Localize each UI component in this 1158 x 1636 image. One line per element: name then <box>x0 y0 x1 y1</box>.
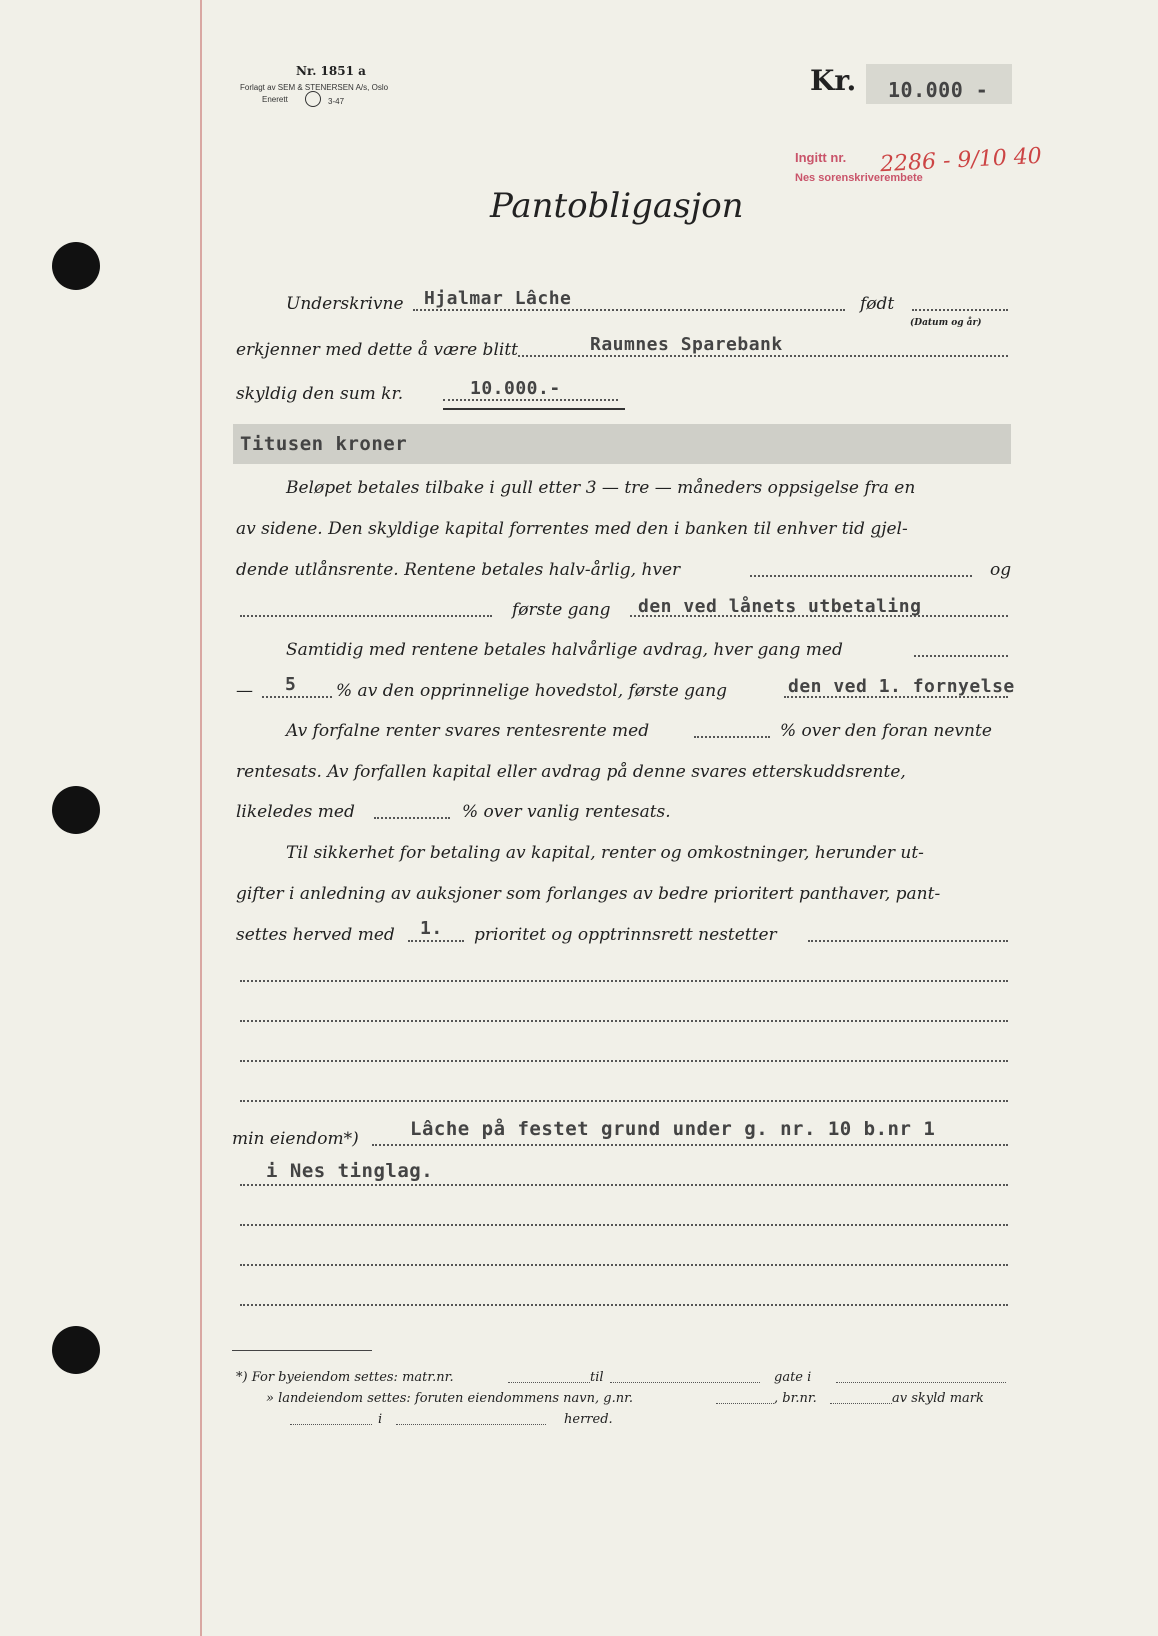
body-line-4: første gang <box>512 600 611 620</box>
fill-line <box>694 736 770 738</box>
fill-line <box>240 1264 1008 1266</box>
born-label: født <box>860 294 895 314</box>
fill-line <box>808 940 1008 942</box>
amount-value: 10.000 - <box>888 78 989 102</box>
publisher-line: Forlagt av SEM & STENERSEN A/s, Oslo <box>240 83 389 92</box>
fill-line <box>240 1304 1008 1306</box>
body-line-1: Beløpet betales tilbake i gull etter 3 — tre — måneders oppsigelse fra en <box>286 478 916 498</box>
punch-hole <box>52 786 100 834</box>
body-line-7a: Av forfalne renter svares rentesrente med <box>286 721 650 741</box>
stamp-handwritten: 2286 - 9/10 40 <box>879 143 1043 178</box>
footnote-3b: herred. <box>564 1412 613 1427</box>
stamp-line1: Ingitt nr. <box>795 150 847 165</box>
amount-label: Kr. <box>810 64 857 97</box>
footnote-2a: » landeiendom settes: foruten eiendommens navn, g.nr. <box>266 1391 633 1406</box>
acknowledges-label: erkjenner med dette å være blitt <box>236 340 518 360</box>
fill-line <box>914 655 1008 657</box>
publisher-enerett: Enerett <box>262 95 288 104</box>
body-line-5: Samtidig med rentene betales halvårlige avdrag, hver gang med <box>286 640 843 660</box>
body-line-3: dende utlånsrente. Rentene betales halv-årlig, hver <box>236 560 681 580</box>
fill-line <box>240 1060 1008 1062</box>
footnote-3a: i <box>378 1412 383 1427</box>
fill-line <box>240 1020 1008 1022</box>
stamp-line2: Nes sorenskriverembete <box>795 172 923 184</box>
punch-hole <box>52 242 100 290</box>
publisher-seal-icon <box>305 91 321 107</box>
body-line-12a: settes herved med <box>236 925 395 945</box>
fill-line <box>750 575 972 577</box>
priority-value: 1. <box>420 918 443 939</box>
fill-line <box>836 1382 1006 1383</box>
fill-line <box>443 399 618 401</box>
body-line-3-end: og <box>990 560 1012 580</box>
installment-percent: 5 <box>285 674 297 695</box>
fill-line <box>372 1144 1008 1146</box>
fill-line <box>240 615 492 617</box>
red-margin-line <box>200 0 202 1636</box>
property-line-1: Lâche på festet grund under g. nr. 10 b.nr 1 <box>410 1118 936 1140</box>
footnote-rule <box>232 1350 372 1351</box>
body-line-6-dash: — <box>236 681 253 701</box>
body-line-12b: prioritet og opptrinnsrett nestetter <box>474 925 777 945</box>
body-line-2: av sidene. Den skyldige kapital forrentes med den i banken til enhver tid gjel- <box>236 519 908 539</box>
body-line-9a: likeledes med <box>236 802 355 822</box>
body-line-7b: % over den foran nevnte <box>780 721 992 741</box>
undersigned-value: Hjalmar Lâche <box>424 288 572 309</box>
body-line-10: Til sikkerhet for betaling av kapital, renter og omkostninger, herunder ut- <box>286 843 924 863</box>
fill-line <box>912 309 1008 311</box>
creditor-value: Raumnes Sparebank <box>590 334 783 355</box>
owes-label: skyldig den sum kr. <box>236 384 404 404</box>
fill-line <box>508 1382 590 1383</box>
fill-line <box>240 1184 1008 1186</box>
fill-line <box>610 1382 760 1383</box>
document-title: Pantobligasjon <box>490 186 744 226</box>
property-label: min eiendom*) <box>232 1129 359 1149</box>
fill-line <box>240 980 1008 982</box>
date-hint: (Datum og år) <box>910 318 982 328</box>
footnote-2b: , br.nr. <box>774 1391 817 1406</box>
sum-underline <box>443 408 625 410</box>
publisher-code: 3-47 <box>328 97 345 106</box>
fill-line <box>408 940 464 942</box>
body-line-8: rentesats. Av forfallen kapital eller avdrag på denne svares etterskuddsrente, <box>236 762 906 782</box>
footnote-2c: av skyld mark <box>892 1391 984 1406</box>
undersigned-label: Underskrivne <box>286 294 404 314</box>
fill-line <box>518 355 1008 357</box>
fill-line <box>413 309 845 311</box>
body-line-9b: % over vanlig rentesats. <box>462 802 671 822</box>
fill-line <box>240 1100 1008 1102</box>
footnote-1a: *) For byeiendom settes: matr.nr. <box>236 1370 454 1385</box>
fill-line <box>262 696 332 698</box>
body-line-6: % av den opprinnelige hovedstol, første gang <box>336 681 728 701</box>
fill-line <box>240 1224 1008 1226</box>
fill-line <box>290 1424 372 1425</box>
fill-line <box>830 1403 892 1404</box>
punch-hole <box>52 1326 100 1374</box>
first-installment-date: den ved 1. fornyelse <box>788 676 1015 697</box>
property-line-2: i Nes tinglag. <box>266 1160 434 1182</box>
footnote-1c: gate i <box>774 1370 812 1385</box>
amount-words: Titusen kroner <box>240 433 408 455</box>
fill-line <box>374 817 450 819</box>
fill-line <box>716 1403 774 1404</box>
body-line-11: gifter i anledning av auksjoner som forlanges av bedre prioritert panthaver, pant- <box>236 884 941 904</box>
fill-line <box>396 1424 546 1425</box>
form-number: Nr. 1851 a <box>296 64 366 78</box>
footnote-1b: til <box>590 1370 604 1385</box>
sum-value: 10.000.- <box>470 378 561 399</box>
first-interest-date: den ved lånets utbetaling <box>638 596 922 617</box>
